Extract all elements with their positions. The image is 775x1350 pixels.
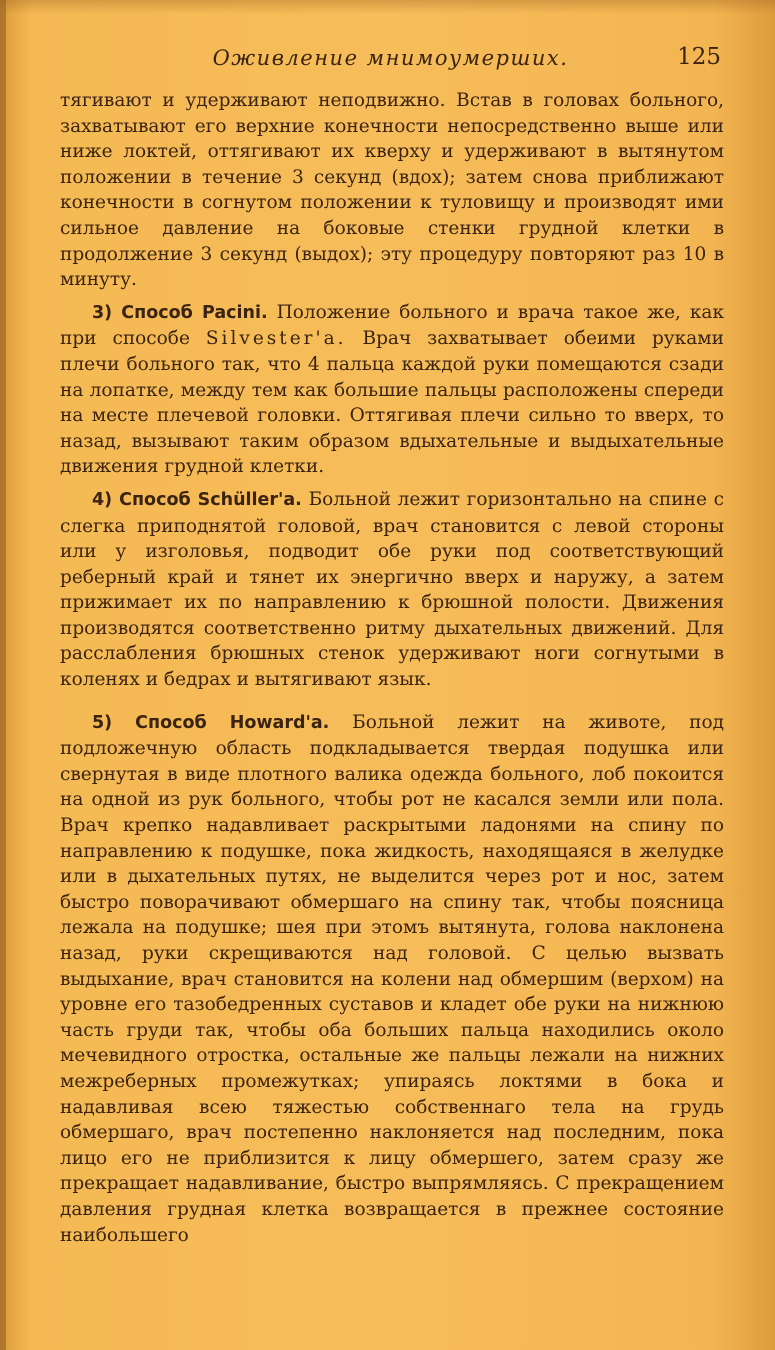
paragraph-text: Врач захватывает обеими руками плечи больного так, что 4 пальца каждой руки помещаются сзади на лопатке, между тем как большие пальцы расположены спереди на месте плечевой головки. Оттягивая плечи сильно то вверх, то назад, вызывают таким образом вдыхательные и выдыхательные движения грудной клетки. [60, 328, 724, 478]
paragraph-text: Больной лежит горизонтально на спине с слегка приподнятой головой, врач становится с левой стороны или у изголовья, подводит обе руки под соответствующий реберный край и тянет их энергично вверх и наружу, а затем прижимает их по направлению к брюшной полости. Движения производятся соответственно ритму дыхательных движений. Для расслабления брюшных стенок удерживают ноги согнутыми в коленях и бедрах и вытягивают язык. [60, 488, 724, 691]
running-title: Оживление мнимоумерших. [212, 46, 569, 70]
paragraph-pacini-method [60, 300, 724, 480]
paragraph-schuller-method [60, 487, 724, 693]
paragraph-text: тягивают и удерживают неподвижно. Встав в головах больного, захватывают его верхние конечности непосредственно выше или ниже локтей, оттягивают их кверху и удерживают в вытянутом положении в течение 3 секунд (вдох); затем снова приближают конечности в согнутом положении к туловищу и производят ими сильное давление на боковые стенки грудной клетки в продолжение 3 секунд (выдох); эту процедуру повторяют раз 10 в минуту. [60, 90, 724, 291]
spaced-name: Silvester'а. [205, 328, 347, 350]
page-number: 125 [677, 44, 721, 70]
body-text [60, 88, 724, 1255]
paragraph-silvester-continuation [60, 88, 724, 293]
page-header [58, 40, 723, 74]
method-heading: 4) Способ Schüller'а. [92, 489, 302, 510]
paragraph-text: Больной лежит на животе, под подложечную область подкладывается твердая подушка или свернутая в виде плотного валика одежда больного, лоб покоится на одной из рук больного, чтобы рот не касался земли или пола. Врач крепко надавливает раскрытыми ладонями на спину по направлению к подушке, пока жидкость, находящаяся в желудке или в дыхательных путях, не выделится через рот и нос, затем быстро поворачивают обмершаго на спину так, чтобы поясница лежала на подушке; шея при этомъ вытянута, голова наклонена назад, руки скрещиваются над головой. С целью вызвать выдыхание, врач становится на колени над обмершим (верхом) на уровне его тазобедренных суставов и кладет обе руки на нижнюю часть груди так, чтобы оба больших пальца находились около мечевидного отростка, остальные же пальцы лежали на нижних межреберных промежутках; упираясь локтями в бока и надавливая всею тяжестью собственнаго тела на грудь обмершаго, врач постепенно наклоняется над последним, пока лицо его не приблизится к лицу обмершего, затем сразу же прекращает надавливание, быстро выпрямляясь. С прекращением давления грудная клетка возвращается в прежнее состояние наибольшего [60, 711, 724, 1246]
method-heading: 3) Способ Pacini. [92, 302, 268, 323]
method-heading: 5) Способ Howard'а. [92, 712, 330, 733]
paragraph-howard-method [60, 710, 724, 1248]
paragraph-text: Положение больного и врача такое же, как при способе [60, 301, 725, 350]
